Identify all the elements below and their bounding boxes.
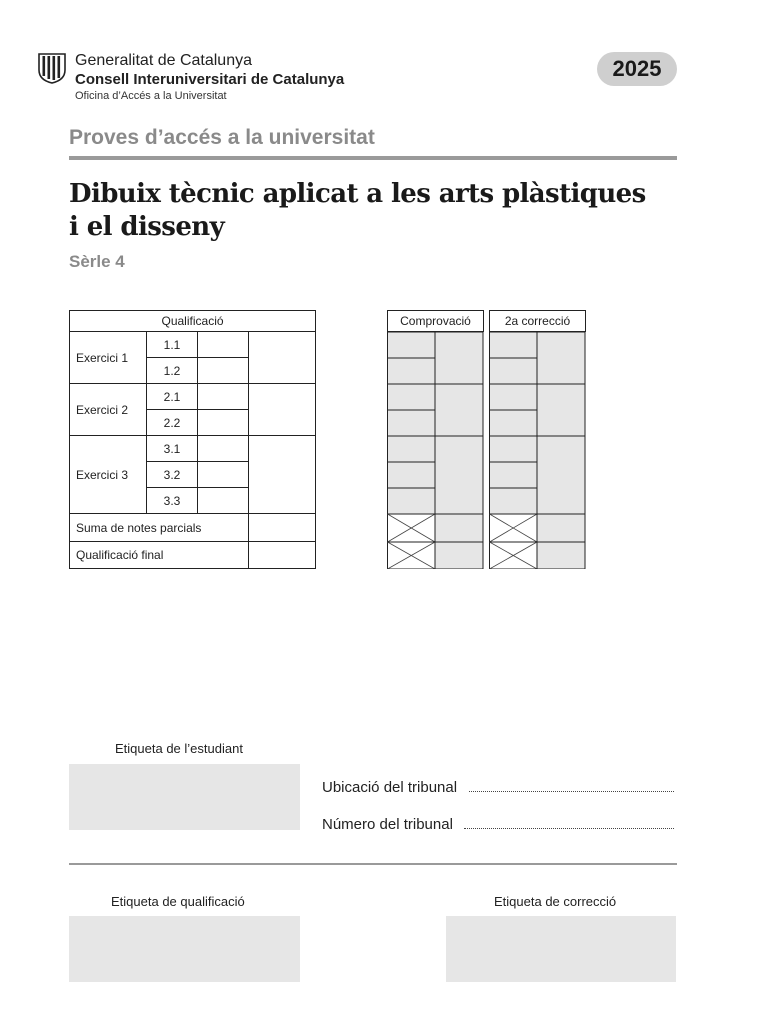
check-part-cell	[388, 436, 436, 462]
check-total-cell	[435, 542, 483, 569]
part-label: 1.1	[147, 332, 198, 358]
second-correction-grid	[489, 332, 586, 569]
part-label: 3.3	[147, 488, 198, 514]
grades-table	[69, 310, 316, 569]
tribunal-location-field[interactable]	[469, 791, 674, 792]
part-grade-cell[interactable]	[198, 358, 249, 384]
year-badge: 2025	[597, 52, 677, 86]
check-part-cell	[388, 410, 436, 436]
correction-label-title: Etiqueta de correcció	[494, 894, 617, 909]
part-label: 2.2	[147, 410, 198, 436]
student-label-box[interactable]	[69, 764, 300, 830]
verification-grid	[387, 332, 484, 569]
verification-table	[387, 310, 484, 569]
part-grade-cell[interactable]	[198, 436, 249, 462]
check-total-cell	[435, 514, 483, 542]
part-label: 1.2	[147, 358, 198, 384]
second-correction-table	[489, 310, 586, 569]
part-grade-cell[interactable]	[198, 332, 249, 358]
check-part-cell	[388, 462, 436, 488]
check-part-cell	[490, 462, 538, 488]
grades-table-header: Qualificació	[70, 311, 316, 332]
check-total-cell	[435, 436, 483, 514]
second-correction-header: 2a correcció	[489, 310, 586, 332]
exercise-3-label: Exercici 3	[70, 436, 147, 514]
exercise-total-cell[interactable]	[249, 436, 316, 514]
check-total-cell	[537, 542, 585, 569]
correction-label-box[interactable]	[446, 916, 676, 982]
exercise-2-label: Exercici 2	[70, 384, 147, 436]
check-total-cell	[537, 384, 585, 436]
tribunal-location-label: Ubicació del tribunal	[322, 779, 458, 796]
grade-label-title: Etiqueta de qualificació	[111, 894, 245, 909]
part-grade-cell[interactable]	[198, 488, 249, 514]
grade-label-box[interactable]	[69, 916, 300, 982]
org-line-3: Oficina d’Accés a la Universitat	[75, 90, 227, 102]
check-part-cell	[490, 488, 538, 514]
serie-label: Sèrle 4	[69, 252, 125, 271]
check-part-cell	[490, 384, 538, 410]
check-total-cell	[435, 332, 483, 384]
part-label: 3.1	[147, 436, 198, 462]
generalitat-logo-icon	[37, 52, 67, 84]
exam-title-line-1: Dibuix tècnic aplicat a les arts plàstiques	[69, 179, 646, 209]
verification-header: Comprovació	[387, 310, 484, 332]
check-total-cell	[435, 384, 483, 436]
tribunal-number-label: Número del tribunal	[322, 816, 453, 833]
exam-title-line-2: i el disseny	[69, 212, 225, 242]
check-part-cell	[388, 358, 436, 384]
org-line-2: Consell Interuniversitari de Catalunya	[75, 71, 345, 88]
tribunal-number-field[interactable]	[464, 828, 674, 829]
sum-cell[interactable]	[249, 514, 316, 542]
exercise-1-label: Exercici 1	[70, 332, 147, 384]
part-grade-cell[interactable]	[198, 462, 249, 488]
sum-label: Suma de notes parcials	[70, 514, 249, 542]
org-line-1: Generalitat de Catalunya	[75, 52, 252, 69]
exam-title	[69, 178, 646, 244]
student-label-title: Etiqueta de l’estudiant	[115, 741, 243, 756]
check-part-cell	[490, 410, 538, 436]
part-label: 3.2	[147, 462, 198, 488]
exercise-total-cell[interactable]	[249, 384, 316, 436]
check-part-cell	[388, 488, 436, 514]
header-divider	[69, 156, 677, 160]
exercise-total-cell[interactable]	[249, 332, 316, 384]
check-total-cell	[537, 436, 585, 514]
check-part-cell	[490, 358, 538, 384]
check-part-cell	[388, 384, 436, 410]
section-divider	[69, 863, 677, 865]
check-total-cell	[537, 332, 585, 384]
check-total-cell	[537, 514, 585, 542]
section-title: Proves d’accés a la universitat	[69, 126, 375, 149]
part-label: 2.1	[147, 384, 198, 410]
part-grade-cell[interactable]	[198, 410, 249, 436]
check-part-cell	[388, 332, 436, 358]
final-grade-cell[interactable]	[249, 542, 316, 569]
check-part-cell	[490, 332, 538, 358]
final-grade-label: Qualificació final	[70, 542, 249, 569]
part-grade-cell[interactable]	[198, 384, 249, 410]
check-part-cell	[490, 436, 538, 462]
